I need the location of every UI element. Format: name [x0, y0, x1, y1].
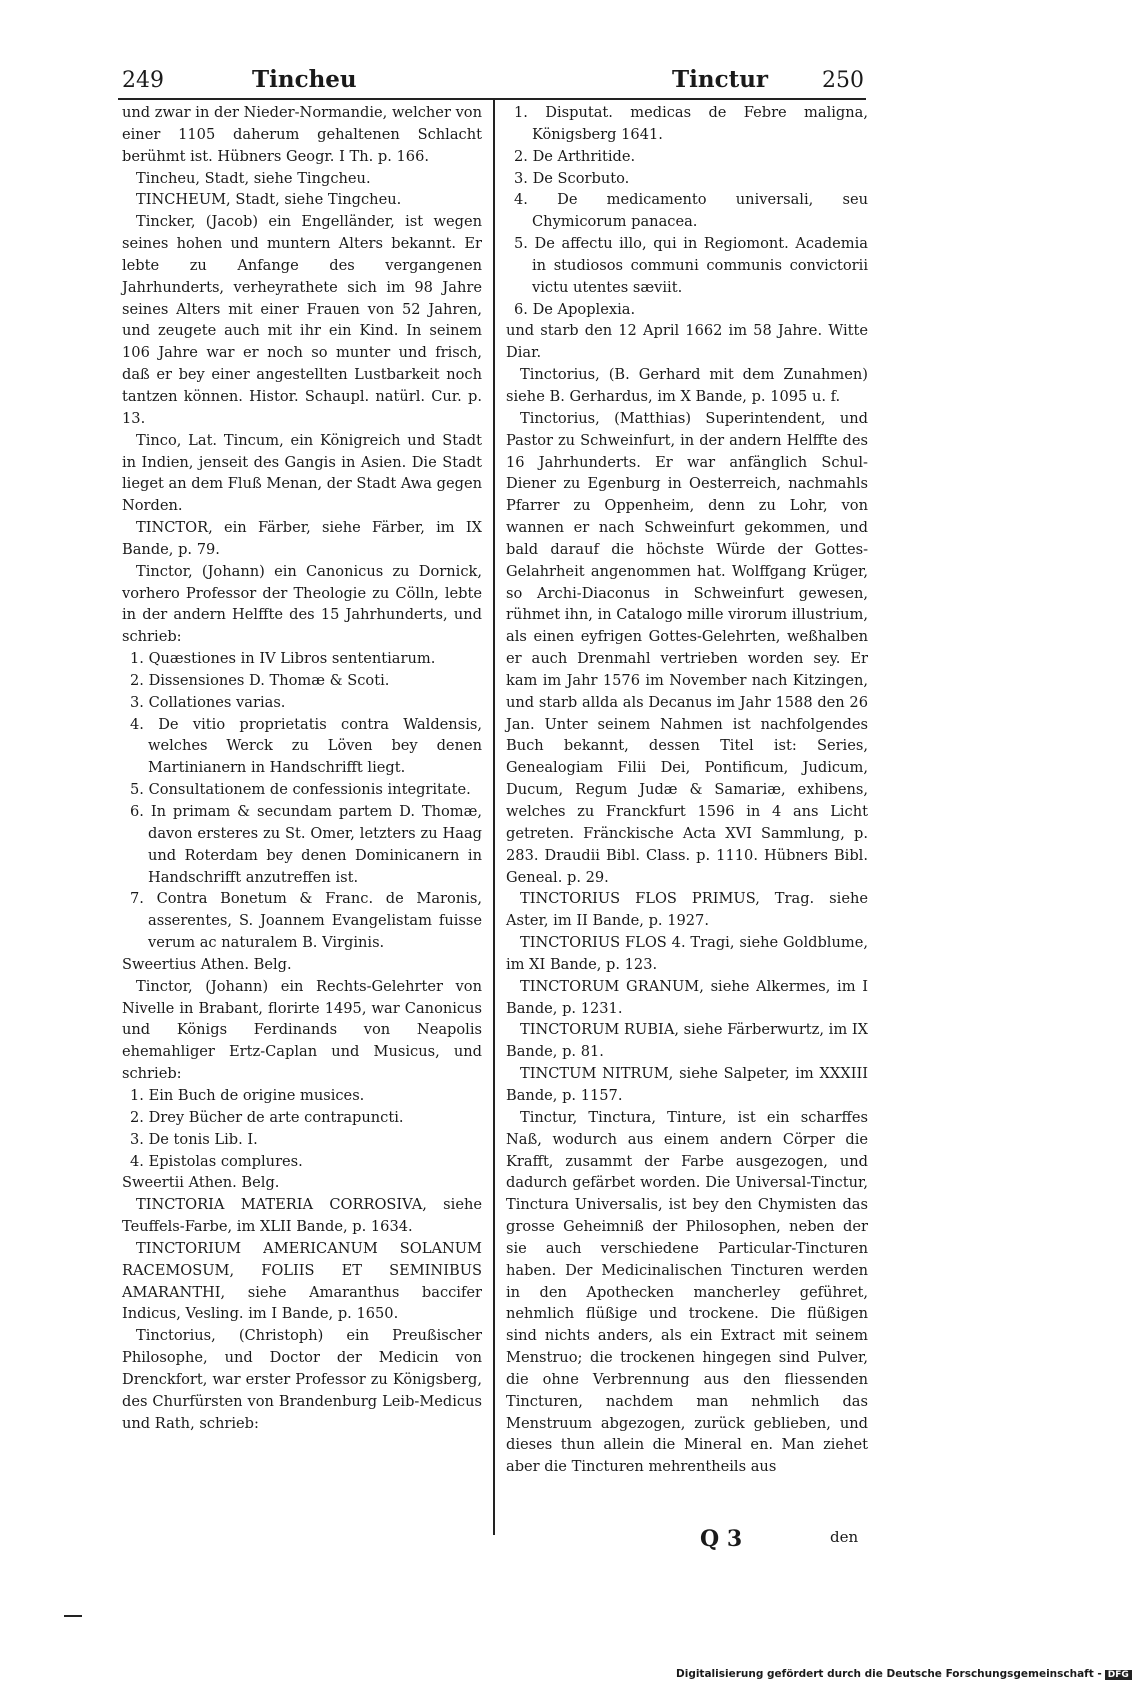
entry-tincheu: Tincheu, Stadt, siehe Tingcheu. — [136, 169, 371, 187]
works-list-1 — [122, 648, 482, 954]
list-item: 6. De Apoplexia. — [514, 300, 636, 318]
list-item: 4. De vitio proprietatis contra Waldensis, welches Werck zu Löven bey denen Martinianern in Handschrifft liegt. — [130, 715, 482, 777]
column-divider — [493, 100, 495, 1535]
entry-tinctor: TINCTOR, ein Färber, siehe Färber, im IX Bande, p. 79. — [122, 519, 482, 558]
entry-tinctorius-flos-4: TINCTORIUS FLOS 4. Tragi, siehe Goldblume, im XI Bande, p. 123. — [506, 934, 868, 973]
entry-tinco: Tinco, Lat. Tincum, ein Königreich und Stadt in Indien, jenseit des Gangis in Asien. Die Stadt lieget an dem Fluß Menan, der Stadt Awa gegen Norden. — [122, 431, 482, 515]
entry-tinctorium-americanum: TINCTORIUM AMERICANUM SOLANUM RACEMOSUM, FOLIIS ET SEMINIBUS AMARANTHI, siehe Amaranthus baccifer Indicus, Vesling. im I Bande, p. 1650. — [122, 1239, 482, 1323]
right-page-number: 250 — [822, 68, 864, 93]
works-list-2 — [122, 1085, 482, 1172]
entry-tinctur: Tinctur, Tinctura, Tinture, ist ein scharffes Naß, wodurch aus einem andern Cörper die Krafft, zusammt der Farbe ausgezogen, und dadurch gefärbet worden. Die Universal-Tinctur, Tinctura Universalis, ist bey den Chymisten das grosse Geheimniß der Philosophen, neben der sie auch verschiedene Particular-Tincturen haben. Der Medicinalischen Tincturen werden in den Apothecken mancherley geführet, nehmlich flüßige und trockene. Die flüßigen sind nichts anders, als ein Extract mit seinem Menstruo; die trockenen hingegen sind Pulver, die ohne Verbrennung aus den fliessenden Tincturen, nachdem man nehmlich das Menstruum abgezogen, zurück geblieben, und dieses thun allein die Mineral en. Man ziehet aber die Tincturen mehrentheils aus — [506, 1108, 868, 1476]
margin-mark — [64, 1615, 82, 1617]
list-item: 2. De Arthritide. — [514, 147, 636, 165]
entry-tinctor-johann-2: Tinctor, (Johann) ein Rechts-Gelehrter von Nivelle in Brabant, florirte 1495, war Canonicus und Königs Ferdinands von Neapolis ehemahliger Ertz-Caplan und Musicus, und schrieb: — [122, 977, 482, 1083]
entry-continuation: und zwar in der Nieder-Normandie, welcher von einer 1105 daherum gehaltenen Schlacht berühmt ist. Hübners Geogr. I Th. p. 166. — [122, 104, 482, 165]
list-item: 3. De tonis Lib. I. — [130, 1130, 258, 1148]
left-column — [122, 102, 482, 1434]
dfg-logo: DFG — [1105, 1670, 1132, 1680]
entry-tinctum-nitrum: TINCTUM NITRUM, siehe Salpeter, im XXXIII Bande, p. 1157. — [506, 1065, 868, 1104]
entry-tinctorius-christoph: Tinctorius, (Christoph) ein Preußischer Philosophe, und Doctor der Medicin von Drenckfort, war erster Professor zu Königsberg, des Churfürsten von Brandenburg Leib-Medicus und Rath, schrieb: — [122, 1327, 482, 1432]
entry-continuation: und starb den 12 April 1662 im 58 Jahre. Witte Diar. — [506, 322, 868, 362]
running-header — [0, 64, 1000, 98]
list-item: 6. In primam & secundam partem D. Thomæ, davon ersteres zu St. Omer, letzters zu Haag und Roterdam bey denen Dominicanern in Handschrifft anzutreffen ist. — [130, 803, 482, 886]
entry-tincker: Tincker, (Jacob) ein Engelländer, ist wegen seines hohen und muntern Alters bekannt. Er lebte zu Anfange des vergangenen Jahrhunderts, verheyrathete sich im 98 Jahre seines Alters mit einer Frauen von 52 Jahren, und zeugete auch mit ihr ein Kind. In seinem 106 Jahre war er noch so munter und frisch, daß er bey einer angestellten Lustbarkeit noch tantzen können. Histor. Schaupl. natürl. Cur. p. 13. — [122, 213, 482, 427]
right-column — [506, 102, 868, 1478]
entry-tincheum: TINCHEUM, Stadt, siehe Tingcheu. — [136, 191, 402, 209]
works-list-3 — [506, 102, 868, 320]
catchword: den — [830, 1528, 859, 1546]
footer-text: Digitalisierung gefördert durch die Deutsche Forschungsgemeinschaft - — [676, 1668, 1102, 1680]
source-citation: Sweertius Athen. Belg. — [122, 955, 292, 973]
list-item: 5. Consultationem de confessionis integritate. — [130, 781, 471, 799]
list-item: 7. Contra Bonetum & Franc. de Maronis, asserentes, S. Joannem Evangelistam fuisse verum ac naturalem B. Virginis. — [130, 890, 482, 952]
digitization-footer — [676, 1668, 1129, 1680]
list-item: 3. De Scorbuto. — [514, 169, 630, 187]
list-item: 3. Collationes varias. — [130, 693, 286, 711]
list-item: 1. Disputat. medicas de Febre maligna, Königsberg 1641. — [514, 104, 868, 143]
entry-tinctorum-rubia: TINCTORUM RUBIA, siehe Färberwurtz, im IX Bande, p. 81. — [506, 1021, 868, 1061]
list-item: 2. Dissensiones D. Thomæ & Scoti. — [130, 671, 390, 689]
list-item: 5. De affectu illo, qui in Regiomont. Academia in studiosos communi communis convictorii victu utentes sæviit. — [514, 235, 868, 296]
list-item: 1. Quæstiones in IV Libros sententiarum. — [130, 650, 436, 668]
left-page-number: 249 — [122, 68, 164, 93]
signature-mark: Q 3 — [700, 1526, 743, 1552]
source-citation: Sweertii Athen. Belg. — [122, 1174, 280, 1192]
right-headword: Tinctur — [672, 66, 769, 93]
list-item: 4. Epistolas complures. — [130, 1152, 303, 1170]
list-item: 4. De medicamento universali, seu Chymicorum panacea. — [514, 191, 868, 231]
entry-tinctorius-matthias: Tinctorius, (Matthias) Superintendent, und Pastor zu Schweinfurt, in der andern Helffte des 16 Jahrhunderts. Er war anfänglich Schul-Diener zu Egenburg in Oesterreich, nachmahls Pfarrer zu Oppenheim, denn zu Lohr, von wannen er nach Schweinfurt gekommen, und bald darauf die höchste Würde der Gottes-Gelahrheit angenommen hat. Wolffgang Krüger, so Archi-Diaconus in Schweinfurt gewesen, rühmet ihn, in Catalogo mille virorum illustrium, als einen eyfrigen Gottes-Gelehrten, weßhalben er auch Drenmahl vertrieben worden sey. Er kam im Jahr 1576 im November nach Kitzingen, und starb allda als Decanus im Jahr 1588 den 26 Jan. Unter seinem Nahmen ist nachfolgendes Buch bekannt, dessen Titel ist: Series, Genealogiam Filii Dei, Pontificum, Judicum, Ducum, Regum Judæ & Samariæ, exhibens, welches zu Franckfurt 1596 in 4 ans Licht getreten. Fränckische Acta XVI Sammlung, p. 283. Draudii Bibl. Class. p. 1110. Hübners Bibl. Geneal. p. 29. — [506, 409, 868, 886]
entry-tinctorum-granum: TINCTORUM GRANUM, siehe Alkermes, im I Bande, p. 1231. — [506, 977, 868, 1017]
entry-tinctorius-flos-primus: TINCTORIUS FLOS PRIMUS, Trag. siehe Aster, im II Bande, p. 1927. — [506, 890, 868, 930]
list-item: 2. Drey Bücher de arte contrapuncti. — [130, 1108, 404, 1126]
header-rule — [118, 98, 866, 100]
entry-tinctoria-materia: TINCTORIA MATERIA CORROSIVA, siehe Teuffels-Farbe, im XLII Bande, p. 1634. — [122, 1196, 482, 1236]
entry-tinctorius-gerhard: Tinctorius, (B. Gerhard mit dem Zunahmen) siehe B. Gerhardus, im X Bande, p. 1095 u. f. — [506, 366, 868, 405]
left-headword: Tincheu — [252, 66, 357, 93]
list-item: 1. Ein Buch de origine musices. — [130, 1086, 365, 1104]
entry-tinctor-johann-1: Tinctor, (Johann) ein Canonicus zu Dornick, vorhero Professor der Theologie zu Cölln, lebte in der andern Helffte des 15 Jahrhunderts, und schrieb: — [122, 562, 482, 646]
